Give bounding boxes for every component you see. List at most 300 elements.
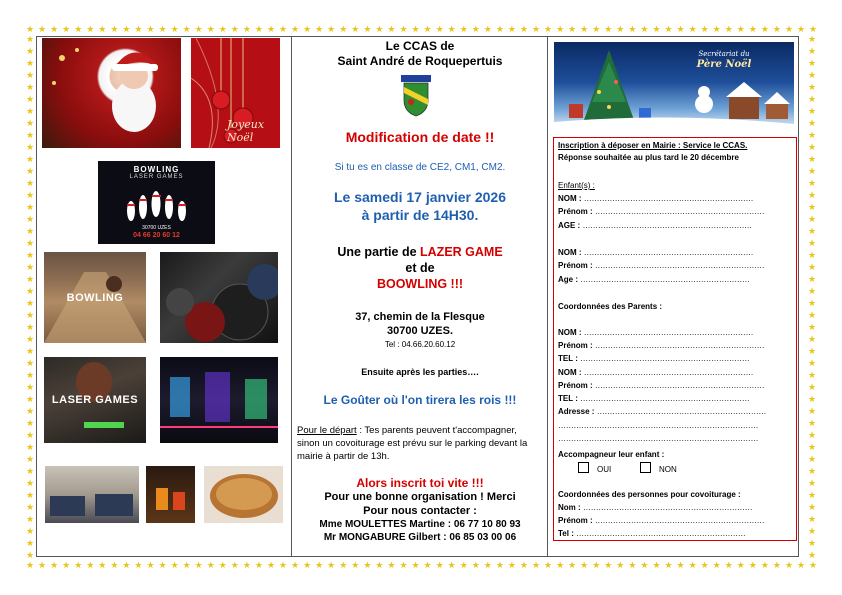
star-icon: ★ xyxy=(38,560,47,570)
star-icon: ★ xyxy=(26,478,35,488)
star-icon: ★ xyxy=(616,24,625,34)
star-border-top xyxy=(26,24,818,34)
star-icon: ★ xyxy=(110,24,119,34)
star-icon: ★ xyxy=(640,24,649,34)
parent2-nom-dots: ………………………………………………………… xyxy=(583,368,754,377)
star-icon: ★ xyxy=(206,24,215,34)
star-icon: ★ xyxy=(242,24,251,34)
star-icon: ★ xyxy=(26,466,35,476)
star-icon: ★ xyxy=(74,560,83,570)
child2-age-field[interactable] xyxy=(558,275,750,284)
star-icon: ★ xyxy=(808,442,817,452)
star-icon: ★ xyxy=(315,560,324,570)
star-icon: ★ xyxy=(26,310,35,320)
star-icon: ★ xyxy=(459,560,468,570)
child1-prenom-dots: ………………………………………………………… xyxy=(594,207,765,216)
star-icon: ★ xyxy=(808,214,817,224)
star-icon: ★ xyxy=(797,560,806,570)
covoit-tel-dots: ………………………………………………………… xyxy=(576,529,746,538)
registration-form xyxy=(553,137,797,541)
star-icon: ★ xyxy=(808,454,817,464)
star-icon: ★ xyxy=(808,118,817,128)
star-icon: ★ xyxy=(483,24,492,34)
laser-photo-label: LASER GAMES xyxy=(51,394,139,406)
header-line2: Saint André de Roquepertuis xyxy=(337,54,503,68)
star-icon: ★ xyxy=(760,560,769,570)
star-icon: ★ xyxy=(26,526,35,536)
coat-of-arms-logo xyxy=(401,75,431,117)
parent1-tel-field[interactable] xyxy=(558,354,750,363)
bowling-balls-photo xyxy=(160,252,278,343)
boowling-line: BOOWLING !!! xyxy=(376,277,464,291)
star-icon: ★ xyxy=(26,202,35,212)
star-icon: ★ xyxy=(339,560,348,570)
star-icon: ★ xyxy=(26,58,35,68)
star-icon: ★ xyxy=(808,178,817,188)
star-icon: ★ xyxy=(808,406,817,416)
star-icon: ★ xyxy=(784,24,794,34)
star-icon: ★ xyxy=(363,24,372,34)
parent1-nom-field[interactable] xyxy=(558,328,753,337)
contact-moulettes: Mme MOULETTES Martine : 06 77 10 80 93 xyxy=(319,519,521,530)
departure-paragraph xyxy=(297,424,537,463)
star-icon: ★ xyxy=(254,24,263,34)
covoit-nom-field[interactable] xyxy=(558,503,752,512)
child2-age-dots: ………………………………………………………… xyxy=(580,275,750,284)
star-icon: ★ xyxy=(748,24,757,34)
parent1-prenom-dots: ………………………………………………………… xyxy=(594,341,765,350)
afterwards-text: Ensuite après les parties…. xyxy=(361,367,479,377)
star-icon: ★ xyxy=(724,24,733,34)
covoit-tel-field[interactable] xyxy=(558,529,746,538)
star-icon: ★ xyxy=(688,24,697,34)
child1-nom-label: NOM : xyxy=(558,194,582,203)
star-icon: ★ xyxy=(26,550,35,560)
star-icon: ★ xyxy=(170,560,179,570)
star-icon: ★ xyxy=(291,560,300,570)
form-parents-heading: Coordonnées des Parents : xyxy=(558,302,663,311)
star-icon: ★ xyxy=(544,24,553,34)
star-icon: ★ xyxy=(808,334,817,344)
class-requirement: Si tu es en classe de CE2, CM1, CM2. xyxy=(334,162,506,173)
parent2-nom-field[interactable] xyxy=(558,368,753,377)
star-icon: ★ xyxy=(351,560,360,570)
star-icon: ★ xyxy=(194,24,203,34)
contact-mongabure: Mr MONGABURE Gilbert : 06 85 03 00 06 xyxy=(323,532,517,543)
contact-heading: Pour nous contacter : xyxy=(363,505,477,517)
star-icon: ★ xyxy=(327,24,336,34)
star-icon: ★ xyxy=(471,560,480,570)
star-icon: ★ xyxy=(592,24,601,34)
star-icon: ★ xyxy=(146,560,155,570)
star-icon: ★ xyxy=(628,24,637,34)
star-icon: ★ xyxy=(664,24,673,34)
star-icon: ★ xyxy=(291,24,300,34)
star-icon: ★ xyxy=(652,24,661,34)
star-icon: ★ xyxy=(616,560,625,570)
star-icon: ★ xyxy=(604,24,613,34)
parent2-tel-field[interactable] xyxy=(558,394,750,403)
form-inscription-note: Inscription à déposer en Mairie : Service le CCAS. xyxy=(558,141,748,150)
star-icon: ★ xyxy=(724,560,733,570)
star-icon: ★ xyxy=(158,24,167,34)
star-icon: ★ xyxy=(808,382,817,392)
organisation-text: Pour une bonne organisation ! Merci xyxy=(324,491,516,503)
venue-address-line1: 37, chemin de la Flesque xyxy=(355,311,485,323)
star-icon: ★ xyxy=(218,560,227,570)
covoit-prenom-label: Prénom : xyxy=(558,516,593,525)
event-date: Le samedi 17 janvier 2026 xyxy=(334,189,506,205)
star-icon: ★ xyxy=(26,502,35,512)
parent2-prenom-field[interactable] xyxy=(558,381,764,390)
star-icon: ★ xyxy=(26,454,35,464)
star-icon: ★ xyxy=(784,560,794,570)
covoit-nom-dots: ………………………………………………………… xyxy=(582,503,753,512)
drinks-illustration xyxy=(146,466,195,523)
star-icon: ★ xyxy=(652,560,661,570)
joyeux-noel-text: Joyeux Noël xyxy=(227,118,265,144)
modification-notice: Modification de date !! xyxy=(345,129,495,145)
star-icon: ★ xyxy=(495,560,504,570)
star-icon: ★ xyxy=(26,24,35,34)
star-icon: ★ xyxy=(158,560,167,570)
star-icon: ★ xyxy=(26,322,35,332)
pere-noel-banner xyxy=(554,42,794,131)
star-icon: ★ xyxy=(122,24,131,34)
form-enfants-heading: Enfant(s) : xyxy=(558,181,595,190)
star-icon: ★ xyxy=(423,560,432,570)
star-icon: ★ xyxy=(808,94,817,104)
star-icon: ★ xyxy=(399,560,408,570)
star-icon: ★ xyxy=(640,560,649,570)
star-icon: ★ xyxy=(26,106,35,116)
covoit-prenom-dots: ………………………………………………………… xyxy=(594,516,765,525)
star-icon: ★ xyxy=(808,466,817,476)
star-icon: ★ xyxy=(736,24,745,34)
star-icon: ★ xyxy=(483,560,492,570)
star-icon: ★ xyxy=(98,24,107,34)
star-icon: ★ xyxy=(797,24,806,34)
adresse-line3-field[interactable] xyxy=(558,434,758,443)
banner-pere-noel-text: Père Noël xyxy=(696,59,752,70)
star-icon: ★ xyxy=(26,418,35,428)
star-icon: ★ xyxy=(62,24,71,34)
star-icon: ★ xyxy=(556,560,565,570)
star-icon: ★ xyxy=(74,24,83,34)
adresse-dots: ………………………………………………………… xyxy=(596,407,767,416)
star-icon: ★ xyxy=(182,24,191,34)
star-icon: ★ xyxy=(808,310,817,320)
star-icon: ★ xyxy=(808,202,817,212)
star-icon: ★ xyxy=(808,550,817,560)
star-icon: ★ xyxy=(122,560,131,570)
cafe-interior-photo xyxy=(45,466,139,523)
parent2-prenom-dots: ………………………………………………………… xyxy=(594,381,765,390)
star-icon: ★ xyxy=(242,560,251,570)
star-icon: ★ xyxy=(808,286,817,296)
adresse-label: Adresse : xyxy=(558,407,595,416)
star-icon: ★ xyxy=(266,560,276,570)
child1-prenom-field[interactable] xyxy=(558,207,764,216)
covoit-prenom-field[interactable] xyxy=(558,516,764,525)
star-icon: ★ xyxy=(531,560,541,570)
accompagnement-label: Accompagneur leur enfant : xyxy=(558,450,665,459)
star-icon: ★ xyxy=(808,418,817,428)
star-icon: ★ xyxy=(146,24,155,34)
star-icon: ★ xyxy=(435,560,444,570)
star-icon: ★ xyxy=(26,130,35,140)
star-icon: ★ xyxy=(808,34,817,44)
star-icon: ★ xyxy=(580,560,589,570)
star-icon: ★ xyxy=(712,560,721,570)
star-icon: ★ xyxy=(507,24,516,34)
star-icon: ★ xyxy=(808,46,817,56)
star-icon: ★ xyxy=(26,382,35,392)
non-checkbox[interactable] xyxy=(640,462,651,473)
star-icon: ★ xyxy=(170,24,179,34)
register-call: Alors inscrit toi vite !!! xyxy=(356,476,484,490)
star-icon: ★ xyxy=(254,560,263,570)
form-covoiturage-heading: Coordonnées des personnes pour covoiturage : xyxy=(558,490,741,499)
star-icon: ★ xyxy=(688,560,697,570)
star-icon: ★ xyxy=(26,142,35,152)
parent2-tel-label: TEL : xyxy=(558,394,578,403)
star-icon: ★ xyxy=(26,94,35,104)
joyeux-noel-card xyxy=(191,38,280,148)
child1-nom-dots: ………………………………………………………… xyxy=(583,194,754,203)
star-icon: ★ xyxy=(808,538,817,548)
star-icon: ★ xyxy=(98,560,107,570)
parent2-tel-dots: ………………………………………………………… xyxy=(580,394,750,403)
non-label: NON xyxy=(659,465,677,474)
laser-arena-illustration xyxy=(160,357,278,443)
parent1-prenom-label: Prénom : xyxy=(558,341,593,350)
star-icon: ★ xyxy=(772,560,781,570)
star-icon: ★ xyxy=(86,24,95,34)
star-icon: ★ xyxy=(712,24,721,34)
form-reponse-note: Réponse souhaitée au plus tard le 20 décembre xyxy=(558,153,739,162)
star-icon: ★ xyxy=(399,24,408,34)
star-icon: ★ xyxy=(26,118,35,128)
child2-nom-field[interactable] xyxy=(558,248,753,257)
star-icon: ★ xyxy=(808,322,817,332)
adresse-line2-field[interactable] xyxy=(558,421,758,430)
bowling-logo-sub: LASER GAMES xyxy=(129,174,184,180)
star-icon: ★ xyxy=(26,262,35,272)
star-icon: ★ xyxy=(808,190,817,200)
star-icon: ★ xyxy=(808,430,817,440)
child2-prenom-field[interactable] xyxy=(558,261,764,270)
star-icon: ★ xyxy=(808,514,817,524)
star-icon: ★ xyxy=(182,560,191,570)
venue-phone: Tel : 04.66.20.60.12 xyxy=(384,340,456,349)
star-icon: ★ xyxy=(808,226,817,236)
star-icon: ★ xyxy=(26,442,35,452)
santa-illustration xyxy=(42,38,181,148)
star-icon: ★ xyxy=(592,560,601,570)
star-icon: ★ xyxy=(62,560,71,570)
star-icon: ★ xyxy=(748,560,757,570)
star-icon: ★ xyxy=(26,358,35,368)
parent1-nom-dots: ………………………………………………………… xyxy=(583,328,754,337)
star-icon: ★ xyxy=(206,560,215,570)
covoit-tel-label: Tel : xyxy=(558,529,574,538)
parent1-tel-dots: ………………………………………………………… xyxy=(580,354,750,363)
star-icon: ★ xyxy=(351,24,360,34)
star-icon: ★ xyxy=(26,214,35,224)
star-icon: ★ xyxy=(423,24,432,34)
child1-prenom-label: Prénom : xyxy=(558,207,593,216)
star-icon: ★ xyxy=(50,24,59,34)
star-icon: ★ xyxy=(339,24,348,34)
star-icon: ★ xyxy=(519,560,528,570)
star-icon: ★ xyxy=(266,24,276,34)
star-icon: ★ xyxy=(26,430,35,440)
star-icon: ★ xyxy=(26,490,35,500)
star-icon: ★ xyxy=(194,560,203,570)
star-icon: ★ xyxy=(808,142,817,152)
oui-checkbox[interactable] xyxy=(578,462,589,473)
star-icon: ★ xyxy=(26,34,35,44)
bowling-logo-city: 30700 UZES xyxy=(142,225,171,231)
star-icon: ★ xyxy=(676,24,685,34)
header-line1: Le CCAS de xyxy=(385,39,455,53)
star-icon: ★ xyxy=(86,560,95,570)
child2-prenom-dots: ………………………………………………………… xyxy=(594,261,765,270)
star-icon: ★ xyxy=(808,250,817,260)
star-icon: ★ xyxy=(435,24,444,34)
star-icon: ★ xyxy=(26,226,35,236)
star-icon: ★ xyxy=(26,178,35,188)
star-icon: ★ xyxy=(809,24,818,34)
drinks-photo xyxy=(146,466,195,523)
cafe-interior-illustration xyxy=(45,466,139,523)
star-icon: ★ xyxy=(278,24,288,34)
star-icon: ★ xyxy=(760,24,769,34)
star-icon: ★ xyxy=(808,298,817,308)
star-icon: ★ xyxy=(26,394,35,404)
bowling-lane-photo xyxy=(44,252,146,343)
child1-age-dots: ………………………………………………………… xyxy=(582,221,752,230)
star-icon: ★ xyxy=(519,24,528,34)
coat-of-arms-icon xyxy=(401,75,431,117)
adresse-line3-dots: …………………………………………………………………… xyxy=(558,434,759,443)
star-icon: ★ xyxy=(700,560,709,570)
star-icon: ★ xyxy=(808,58,817,68)
bowling-logo-title: BOWLING xyxy=(133,165,180,174)
et-de-line: et de xyxy=(405,261,435,275)
adresse-line2-dots: …………………………………………………………………… xyxy=(558,421,759,430)
child1-age-label: AGE : xyxy=(558,221,581,230)
star-icon: ★ xyxy=(26,82,35,92)
star-icon: ★ xyxy=(580,24,589,34)
star-icon: ★ xyxy=(26,154,35,164)
departure-text: : Tes parents peuvent t'accompagner, sinon un covoiturage est prévu sur le parking devant la mairie à partir de 13h. xyxy=(297,425,528,462)
bowling-balls-illustration xyxy=(160,252,278,343)
star-icon: ★ xyxy=(808,82,817,92)
gouter-text: Le Goûter où l'on tirera les rois !!! xyxy=(323,393,517,407)
star-icon: ★ xyxy=(26,166,35,176)
banner-secretariat-text: Secrétariat du xyxy=(698,50,750,58)
star-icon: ★ xyxy=(809,560,818,570)
star-icon: ★ xyxy=(26,334,35,344)
event-time: à partir de 14H30. xyxy=(361,207,479,223)
star-icon: ★ xyxy=(808,526,817,536)
child1-age-field[interactable] xyxy=(558,221,752,230)
star-icon: ★ xyxy=(26,250,35,260)
star-icon: ★ xyxy=(230,560,239,570)
child2-prenom-label: Prénom : xyxy=(558,261,593,270)
star-icon: ★ xyxy=(26,70,35,80)
star-icon: ★ xyxy=(134,24,143,34)
star-border-right xyxy=(808,34,816,560)
star-icon: ★ xyxy=(808,358,817,368)
star-icon: ★ xyxy=(556,24,565,34)
star-icon: ★ xyxy=(772,24,781,34)
star-icon: ★ xyxy=(568,24,577,34)
star-icon: ★ xyxy=(26,346,35,356)
star-icon: ★ xyxy=(544,560,553,570)
star-icon: ★ xyxy=(26,514,35,524)
star-icon: ★ xyxy=(808,130,817,140)
star-icon: ★ xyxy=(26,298,35,308)
star-icon: ★ xyxy=(808,502,817,512)
star-icon: ★ xyxy=(507,560,516,570)
bowling-logo-phone: 04 66 20 60 12 xyxy=(133,232,180,239)
star-icon: ★ xyxy=(387,560,396,570)
parent1-prenom-field[interactable] xyxy=(558,341,764,350)
star-icon: ★ xyxy=(26,46,35,56)
departure-label: Pour le départ xyxy=(297,425,357,436)
star-icon: ★ xyxy=(808,394,817,404)
star-icon: ★ xyxy=(26,406,35,416)
galette-des-rois-photo xyxy=(204,466,283,523)
non-option[interactable] xyxy=(640,462,677,474)
adresse-field[interactable] xyxy=(558,407,766,416)
parent1-tel-label: TEL : xyxy=(558,354,578,363)
star-icon: ★ xyxy=(327,560,336,570)
star-icon: ★ xyxy=(808,154,817,164)
laser-game-photo xyxy=(44,357,146,443)
star-icon: ★ xyxy=(808,238,817,248)
star-icon: ★ xyxy=(26,538,35,548)
star-icon: ★ xyxy=(303,24,312,34)
star-icon: ★ xyxy=(134,560,143,570)
bowling-logo xyxy=(98,161,215,244)
galette-illustration xyxy=(204,466,283,523)
star-icon: ★ xyxy=(459,24,468,34)
star-icon: ★ xyxy=(495,24,504,34)
star-icon: ★ xyxy=(604,560,613,570)
star-icon: ★ xyxy=(315,24,324,34)
star-icon: ★ xyxy=(531,24,541,34)
star-icon: ★ xyxy=(387,24,396,34)
star-icon: ★ xyxy=(447,560,456,570)
star-icon: ★ xyxy=(808,346,817,356)
bowling-photo-label: BOWLING xyxy=(66,291,124,304)
star-icon: ★ xyxy=(808,70,817,80)
star-icon: ★ xyxy=(808,478,817,488)
star-icon: ★ xyxy=(411,560,420,570)
star-icon: ★ xyxy=(278,560,288,570)
star-icon: ★ xyxy=(26,286,35,296)
star-icon: ★ xyxy=(26,560,35,570)
star-icon: ★ xyxy=(230,24,239,34)
star-icon: ★ xyxy=(363,560,372,570)
oui-option[interactable] xyxy=(578,462,611,474)
star-icon: ★ xyxy=(447,24,456,34)
child1-nom-field[interactable] xyxy=(558,194,753,203)
